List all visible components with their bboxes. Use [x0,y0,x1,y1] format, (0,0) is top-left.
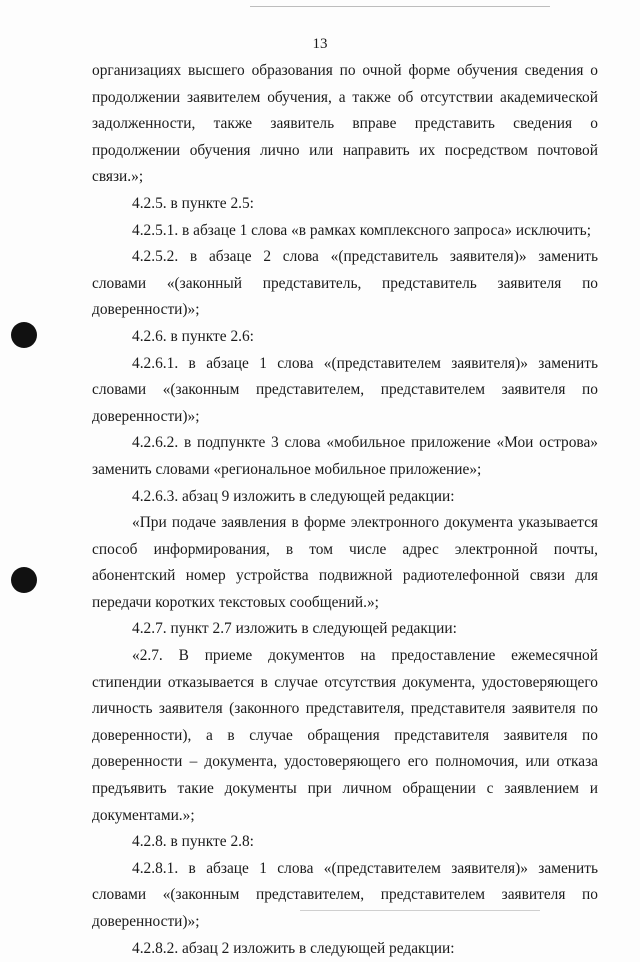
page-number: 13 [312,36,328,52]
paragraph: 4.2.8. в пункте 2.8: [132,833,254,851]
punch-hole-mark [11,322,37,348]
paragraph: 4.2.7. пункт 2.7 изложить в следующей редакции: [132,620,457,638]
paragraph: 4.2.6.1. в абзаце 1 слова «(представителем заявителя)» заменить словами «(законным представителем, представителем заявителя по доверенности)»; [92,354,598,425]
paragraph: организациях высшего образования по очной форме обучения сведения о продолжении заявителем обучения, а также об отсутствии академической задолженности, также заявитель вправе представить сведения о продолжении обучения лично или направить их посредством почтовой связи.»; [92,62,598,186]
scan-artifact-line [250,6,550,7]
punch-hole-mark [11,567,37,593]
paragraph: 4.2.5. в пункте 2.5: [132,194,254,212]
scan-artifact-line [300,910,540,911]
paragraph: 4.2.8.1. в абзаце 1 слова «(представителем заявителя)» заменить словами «(законным представителем, представителем заявителя по доверенности)»; [92,859,598,930]
document-body [92,58,598,962]
paragraph: 4.2.6.3. абзац 9 изложить в следующей редакции: [132,487,455,505]
paragraph: 4.2.6. в пункте 2.6: [132,327,254,345]
paragraph: 4.2.6.2. в подпункте 3 слова «мобильное приложение «Мои острова» заменить словами «региональное мобильное приложение»; [92,434,598,478]
quoted-paragraph: «2.7. В приеме документов на предоставление ежемесячной стипендии отказывается в случае отсутствия документа, удостоверяющего личность заявителя (законного представителя, представителя заявителя по доверенности), а в случае обращения представителя заявителя по доверенности – документа, удостоверяющего его полномочия, или отказа предъявить такие документы при личном обращении с заявлением и документами.»; [92,647,598,824]
quoted-paragraph: «При подаче заявления в форме электронного документа указывается способ информирования, в том числе адрес электронной почты, абонентский номер устройства подвижной радиотелефонной связи для передачи коротких текстовых сообщений.»; [92,514,598,611]
paragraph: 4.2.5.2. в абзаце 2 слова «(представитель заявителя)» заменить словами «(законный представитель, представитель заявителя по доверенности)»; [92,248,598,319]
paragraph: 4.2.8.2. абзац 2 изложить в следующей редакции: [132,939,455,957]
paragraph: 4.2.5.1. в абзаце 1 слова «в рамках комплексного запроса» исключить; [132,221,591,239]
